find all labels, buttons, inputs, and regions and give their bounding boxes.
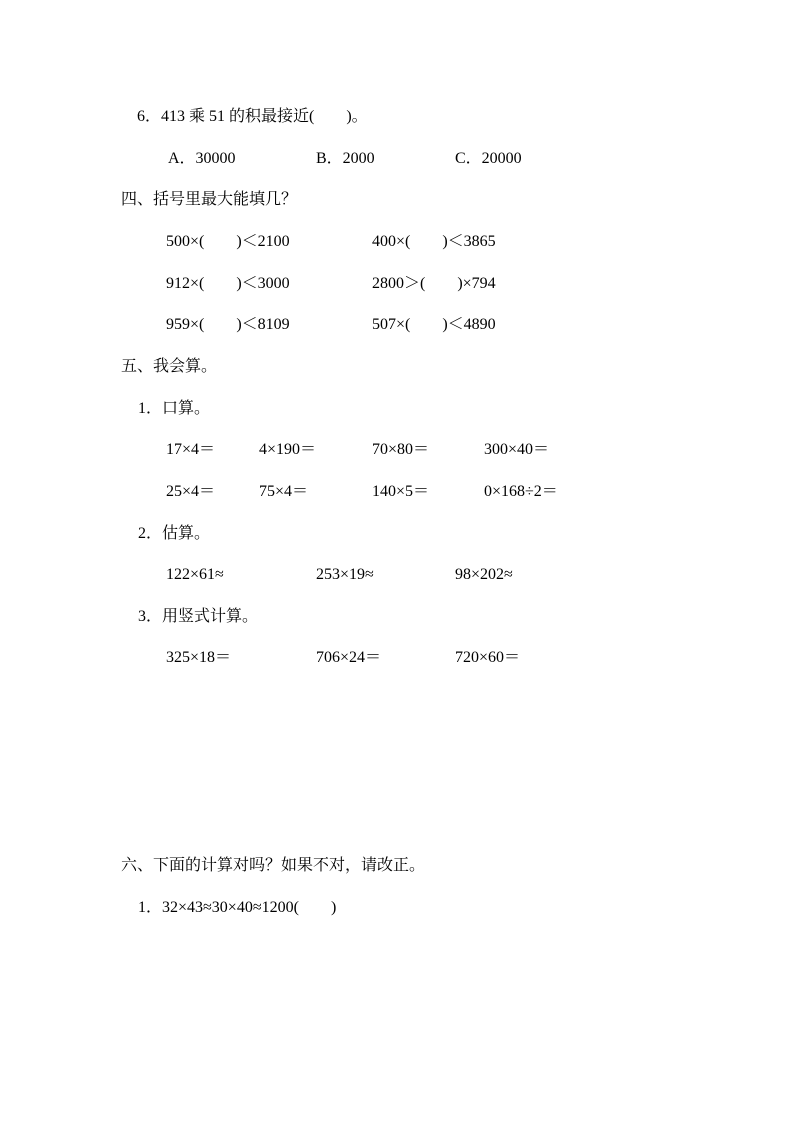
q6-option-a: A．30000 — [168, 150, 236, 167]
estimate-item-1: 122×61≈ — [166, 566, 224, 583]
estimate-item-3: 98×202≈ — [455, 566, 513, 583]
oral-calc-r1c1: 17×4＝ — [166, 441, 216, 458]
q6-option-b: B．2000 — [316, 150, 375, 167]
oral-calc-r2c1: 25×4＝ — [166, 483, 216, 500]
oral-calc-r2c3: 140×5＝ — [372, 483, 430, 500]
vertical-calc-item-2: 706×24＝ — [316, 649, 382, 666]
q6-stem: 6．413 乘 51 的积最接近( )。 — [137, 108, 368, 125]
section4-row3-left: 959×( )＜8109 — [166, 316, 290, 333]
vertical-calc-item-3: 720×60＝ — [455, 649, 521, 666]
oral-calc-r2c4: 0×168÷2＝ — [484, 483, 558, 500]
section4-row3-right: 507×( )＜4890 — [372, 316, 496, 333]
oral-calc-r1c4: 300×40＝ — [484, 441, 550, 458]
section5-sub1-title: 1．口算。 — [138, 400, 211, 417]
section4-row2-right: 2800＞( )×794 — [372, 275, 496, 292]
section4-row1-right: 400×( )＜3865 — [372, 233, 496, 250]
oral-calc-r2c2: 75×4＝ — [259, 483, 309, 500]
section5-title: 五、我会算。 — [121, 358, 218, 375]
section6-title: 六、下面的计算对吗？如果不对，请改正。 — [121, 857, 426, 874]
oral-calc-r1c2: 4×190＝ — [259, 441, 317, 458]
section4-row1-left: 500×( )＜2100 — [166, 233, 290, 250]
section6-q1: 1．32×43≈30×40≈1200( ) — [138, 899, 337, 916]
q6-option-c: C．20000 — [455, 150, 522, 167]
estimate-item-2: 253×19≈ — [316, 566, 374, 583]
section5-sub3-title: 3．用竖式计算。 — [138, 608, 259, 625]
section4-title: 四、括号里最大能填几？ — [121, 191, 298, 208]
section4-row2-left: 912×( )＜3000 — [166, 275, 290, 292]
oral-calc-r1c3: 70×80＝ — [372, 441, 430, 458]
section5-sub2-title: 2．估算。 — [138, 525, 211, 542]
vertical-calc-item-1: 325×18＝ — [166, 649, 232, 666]
